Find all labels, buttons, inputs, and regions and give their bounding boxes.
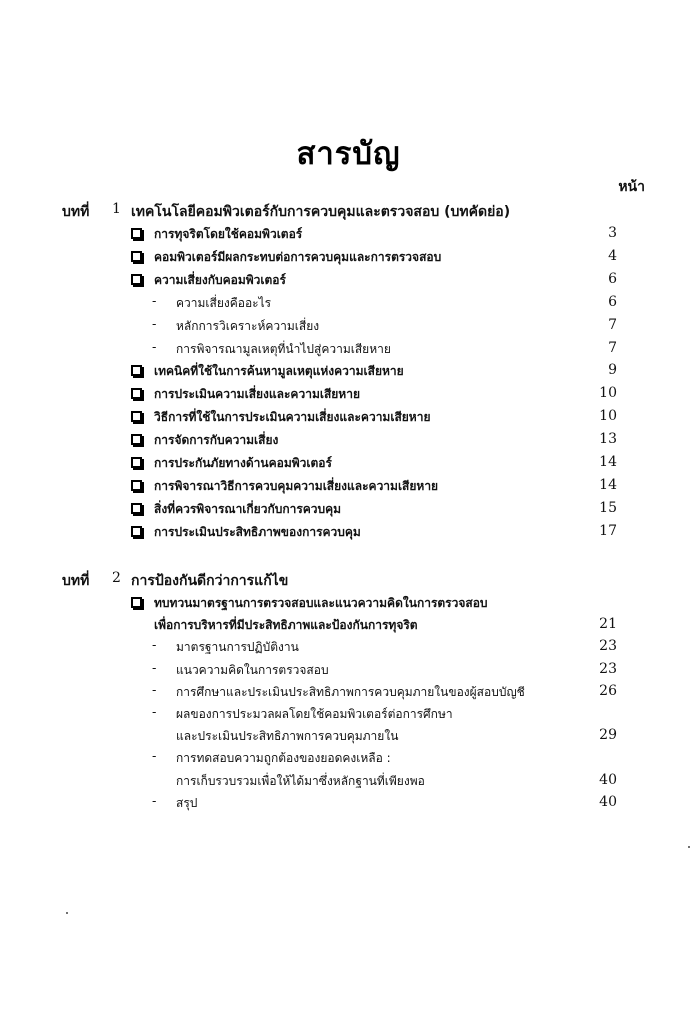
checkbox-bullet-icon <box>131 228 142 239</box>
page-number: 9 <box>608 362 617 379</box>
toc-entry[interactable] <box>0 408 697 430</box>
toc-entry[interactable] <box>0 772 697 794</box>
page-number: 26 <box>599 682 617 699</box>
toc-entry[interactable] <box>0 727 697 749</box>
toc-entry-text: เพื่อการบริหารที่มีประสิทธิภาพและป้องกันการทุจริต <box>154 618 418 633</box>
chapter-number: 2 <box>112 570 121 586</box>
chapter-label: บทที่ <box>62 204 90 220</box>
page-number: 10 <box>599 408 617 425</box>
toc-subentry-text: การพิจารณามูลเหตุที่นำไปสู่ความเสียหาย <box>176 341 391 356</box>
toc-entry-text: วิธีการที่ใช้ในการประเมินความเสี่ยงและความเสียหาย <box>154 410 431 425</box>
toc-entry[interactable] <box>0 477 697 499</box>
checkbox-bullet-icon <box>131 274 142 285</box>
scan-speck <box>66 912 68 914</box>
toc-entry[interactable] <box>0 454 697 476</box>
toc-entry[interactable] <box>0 523 697 545</box>
toc-entry-text: การพิจารณาวิธีการควบคุมความเสี่ยงและความเสียหาย <box>154 478 439 493</box>
checkbox-bullet-icon <box>131 411 142 422</box>
toc-entry[interactable] <box>0 340 697 362</box>
checkbox-bullet-icon <box>131 457 142 468</box>
toc-entry-text: สิ่งที่ควรพิจารณาเกี่ยวกับการควบคุม <box>154 501 342 516</box>
toc-subentry-text: ผลของการประมวลผลโดยใช้คอมพิวเตอร์ต่อการศึกษา <box>176 707 453 721</box>
toc-subentry-text: การเก็บรวบรวมเพื่อให้ได้มาซึ่งหลักฐานที่เพียงพอ <box>176 773 425 788</box>
chapter-heading <box>0 570 697 592</box>
page-number: 15 <box>599 499 617 516</box>
toc-entry-text: คอมพิวเตอร์มีผลกระทบต่อการควบคุมและการตรวจสอบ <box>154 249 442 264</box>
toc-entry-text: ความเสี่ยงกับคอมพิวเตอร์ <box>154 272 286 287</box>
toc-entry-text: การทุจริตโดยใช้คอมพิวเตอร์ <box>154 227 303 241</box>
page-number: 6 <box>608 293 617 310</box>
dash-bullet: - <box>152 682 157 698</box>
toc-subentry-text: มาตรฐานการปฏิบัติงาน <box>176 640 299 655</box>
toc-entry[interactable] <box>0 661 697 683</box>
toc-entry-text: การประเมินประสิทธิภาพของการควบคุม <box>154 524 361 539</box>
toc-subentry-text: การทดสอบความถูกต้องของยอดคงเหลือ : <box>176 751 391 766</box>
page-number: 7 <box>608 339 617 356</box>
page-column-header: หน้า <box>618 179 645 195</box>
page-number: 14 <box>599 454 617 470</box>
toc-entry-text: เทคนิคที่ใช้ในการค้นหามูลเหตุแห่งความเสียหาย <box>154 364 404 379</box>
checkbox-bullet-icon <box>131 503 142 514</box>
page-number: 23 <box>599 638 617 655</box>
toc-entry[interactable] <box>0 431 697 453</box>
page-number: 29 <box>599 727 617 744</box>
page-number: 10 <box>599 385 617 402</box>
checkbox-bullet-icon <box>131 251 142 262</box>
page-title: สารบัญ <box>296 136 401 172</box>
page-number: 13 <box>599 431 617 448</box>
page-number: 17 <box>599 522 617 539</box>
page-number: 6 <box>608 270 617 287</box>
page-number: 14 <box>599 476 617 493</box>
toc-entry[interactable] <box>0 385 697 407</box>
chapter-label: บทที่ <box>62 573 90 589</box>
toc-entry[interactable] <box>0 594 697 616</box>
toc-entry-text: ทบทวนมาตรฐานการตรวจสอบและแนวความคิดในการตรวจสอบ <box>154 596 488 610</box>
chapter-heading <box>0 201 697 223</box>
scan-speck <box>688 846 690 848</box>
page-number: 40 <box>599 793 617 810</box>
toc-entry[interactable] <box>0 794 697 816</box>
chapter-number: 1 <box>112 201 121 217</box>
checkbox-bullet-icon <box>131 526 142 537</box>
dash-bullet: - <box>152 316 157 332</box>
checkbox-bullet-icon <box>131 480 142 491</box>
toc-entry[interactable] <box>0 248 697 270</box>
dash-bullet: - <box>152 705 157 720</box>
toc-entry[interactable] <box>0 225 697 247</box>
toc-entry[interactable] <box>0 749 697 771</box>
toc-subentry-text: แนวความคิดในการตรวจสอบ <box>176 662 329 677</box>
chapter-title: เทคโนโลยีคอมพิวเตอร์กับการควบคุมและตรวจสอบ (บทคัดย่อ) <box>131 204 511 220</box>
toc-entry[interactable] <box>0 362 697 384</box>
toc-subentry-text: สรุป <box>176 795 198 810</box>
page-number: 21 <box>599 616 617 633</box>
toc-entry[interactable] <box>0 271 697 293</box>
toc-entry[interactable] <box>0 317 697 339</box>
toc-entry[interactable] <box>0 638 697 660</box>
page-number: 4 <box>608 247 617 264</box>
toc-subentry-text: การศึกษาและประเมินประสิทธิภาพการควบคุมภายในของผู้สอบบัญชี <box>176 684 525 699</box>
toc-entry-text: การประกันภัยทางด้านคอมพิวเตอร์ <box>154 456 332 470</box>
toc-entry[interactable] <box>0 500 697 522</box>
toc-entry[interactable] <box>0 616 697 638</box>
checkbox-bullet-icon <box>131 434 142 445</box>
dash-bullet: - <box>152 339 157 355</box>
checkbox-bullet-icon <box>131 388 142 399</box>
page-number: 7 <box>608 316 617 333</box>
dash-bullet: - <box>152 660 157 676</box>
chapter-title: การป้องกันดีกว่าการแก้ไข <box>131 573 289 589</box>
toc-entry-text: การจัดการกับความเสี่ยง <box>154 433 279 448</box>
toc-subentry-text: และประเมินประสิทธิภาพการควบคุมภายใน <box>176 729 399 744</box>
dash-bullet: - <box>152 749 157 765</box>
page-number: 40 <box>599 771 617 788</box>
toc-entry[interactable] <box>0 705 697 727</box>
dash-bullet: - <box>152 793 157 809</box>
page-number: 3 <box>608 225 617 241</box>
toc-subentry-text: ความเสี่ยงคืออะไร <box>176 295 272 310</box>
checkbox-bullet-icon <box>131 365 142 376</box>
checkbox-bullet-icon <box>131 597 142 608</box>
toc-subentry-text: หลักการวิเคราะห์ความเสี่ยง <box>176 318 320 333</box>
dash-bullet: - <box>152 293 157 309</box>
toc-entry[interactable] <box>0 294 697 316</box>
page-number: 23 <box>599 660 617 677</box>
dash-bullet: - <box>152 638 157 654</box>
toc-entry[interactable] <box>0 683 697 705</box>
toc-entry-text: การประเมินความเสี่ยงและความเสียหาย <box>154 387 360 402</box>
